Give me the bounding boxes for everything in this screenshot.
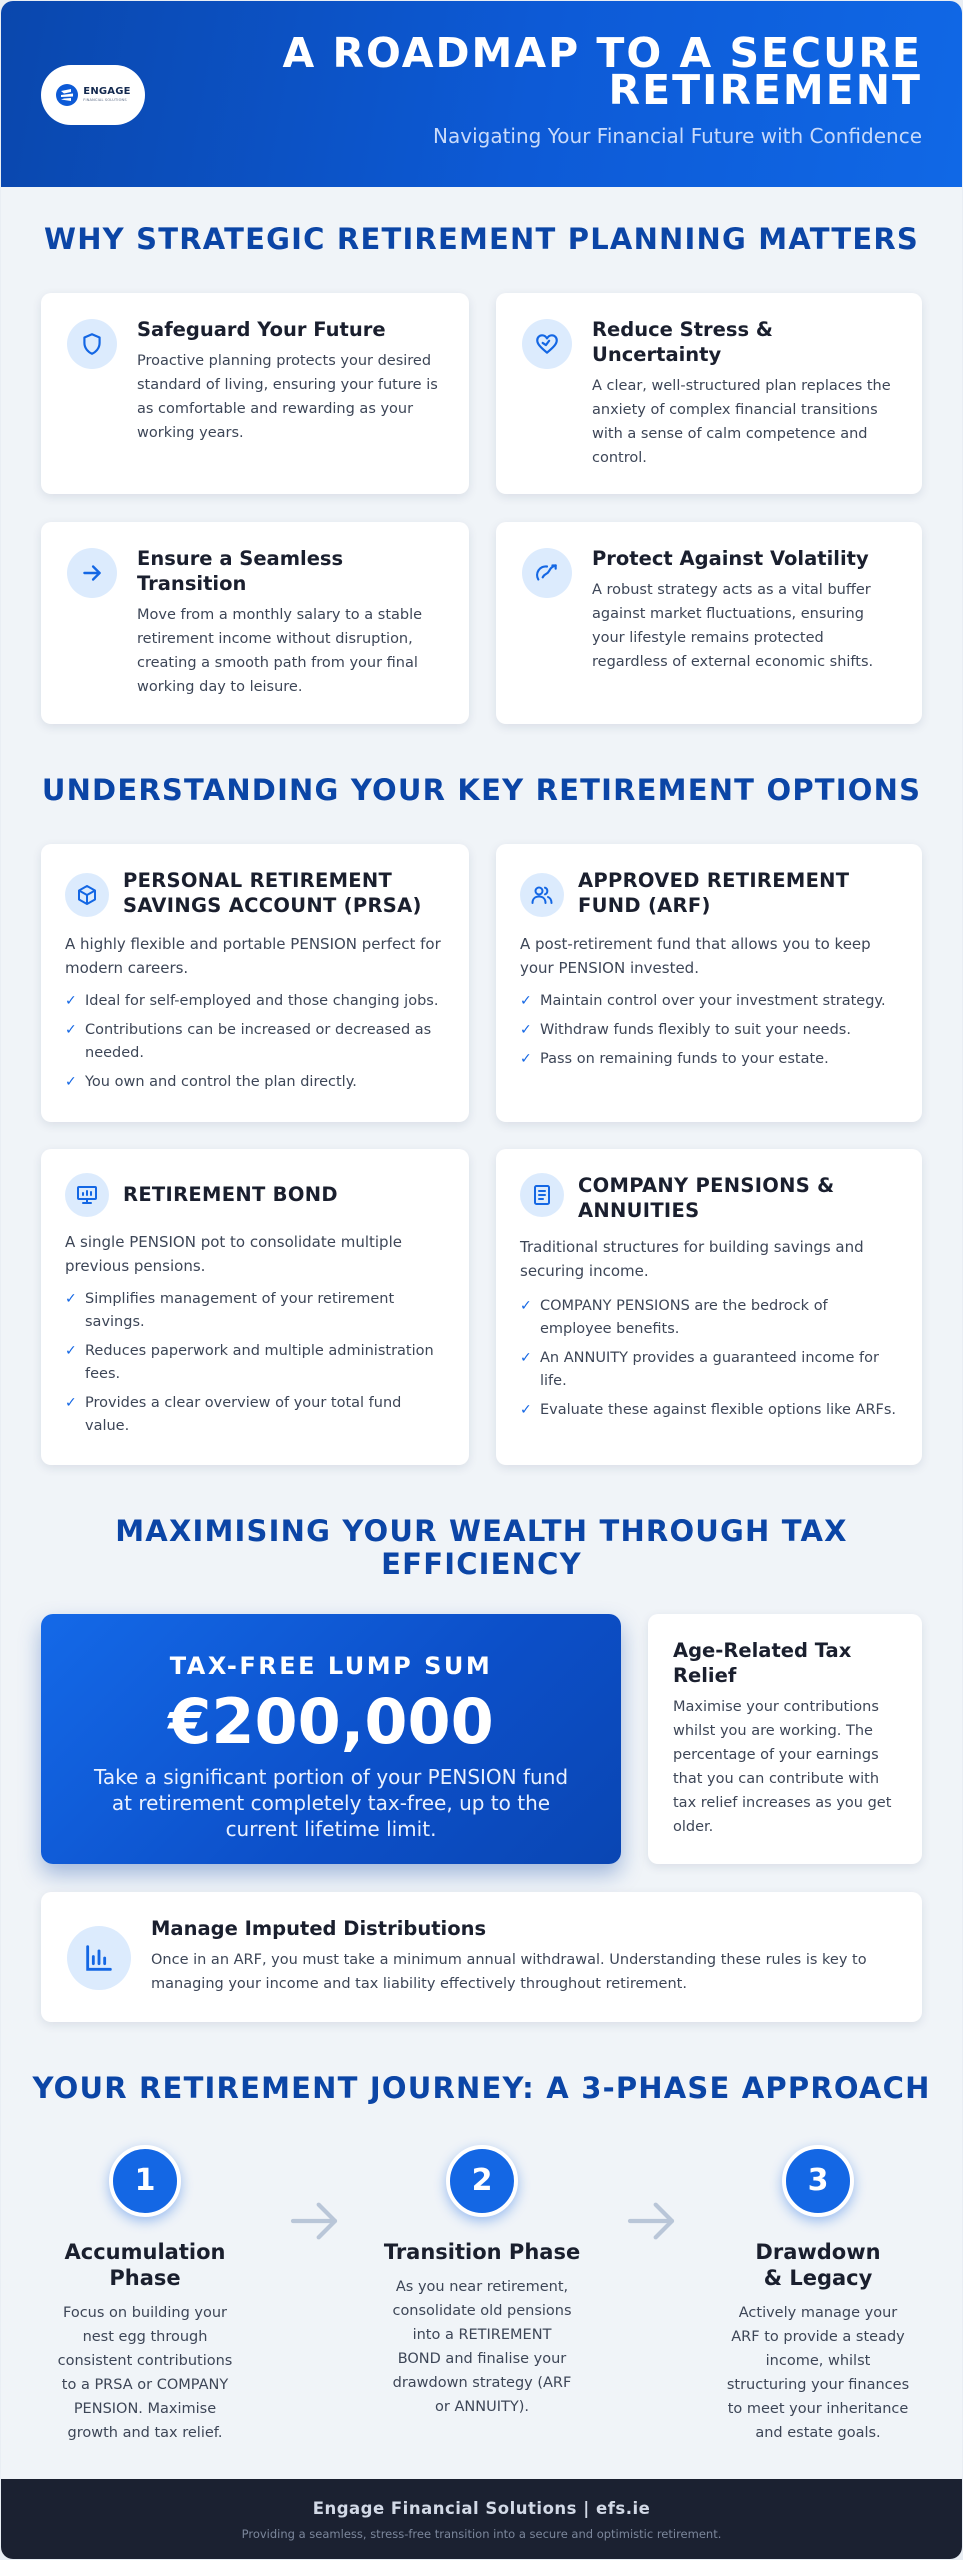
why-card-title: Reduce Stress & Uncertainty [592, 318, 773, 366]
presentation-icon [65, 1173, 109, 1217]
phase-title: Accumulation Phase [64, 2240, 226, 2290]
list-item: ✓ Pass on remaining funds to your estate. [520, 1048, 902, 1071]
list-item: ✓ Reduces paperwork and multiple administration fees. [65, 1340, 449, 1386]
why-card-title: Protect Against Volatility [592, 547, 869, 570]
check-icon: ✓ [65, 1022, 77, 1038]
list-item: ✓ Simplifies management of your retirement savings. [65, 1288, 449, 1334]
logo-name: ENGAGE [83, 86, 131, 98]
heart-hands-icon [522, 319, 572, 369]
tax-relief-card [648, 1614, 922, 1864]
page-subtitle: Navigating Your Financial Future with Confidence [433, 124, 922, 148]
tax-relief-title: Age-Related Tax Relief [673, 1639, 852, 1687]
footer-tagline: Providing a seamless, stress-free transition into a secure and optimistic retirement. [241, 2527, 722, 2541]
tax-free-description: Take a significant portion of your PENSION fund at retirement completely tax-free, up to the current lifetime limit. [93, 1765, 569, 1841]
logo [41, 65, 145, 125]
check-icon: ✓ [65, 1074, 77, 1090]
check-icon: ✓ [520, 1022, 532, 1038]
why-card-title: Safeguard Your Future [137, 318, 386, 341]
list-item: ✓ Maintain control over your investment strategy. [520, 990, 902, 1013]
option-benefit-list [65, 990, 449, 1100]
why-card-reduce-stress [496, 293, 922, 494]
phase-transition [372, 2145, 592, 2419]
check-icon: ✓ [520, 1298, 532, 1314]
why-card-transition [41, 522, 469, 724]
option-title: COMPANY PENSIONS & ANNUITIES [578, 1174, 835, 1222]
section-title-why: WHY STRATEGIC RETIREMENT PLANNING MATTERS [44, 222, 919, 256]
list-item: ✓ Ideal for self-employed and those changing jobs. [65, 990, 449, 1013]
check-icon: ✓ [520, 1051, 532, 1067]
list-item: ✓ You own and control the plan directly. [65, 1071, 449, 1094]
phase-drawdown [708, 2145, 928, 2445]
section-title-tax: MAXIMISING YOUR WEALTH THROUGH TAX EFFICIENCY [115, 1514, 848, 1581]
phase-number-badge: 3 [782, 2145, 854, 2217]
list-item: ✓ Provides a clear overview of your total fund value. [65, 1392, 449, 1438]
arrow-right-icon [286, 2193, 342, 2249]
check-icon: ✓ [520, 1402, 532, 1418]
infographic-page [1, 1, 962, 2559]
option-title: RETIREMENT BOND [123, 1183, 338, 1206]
option-description: Traditional structures for building savings and securing income. [520, 1238, 864, 1280]
phase-text: Focus on building your nest egg through consistent contributions to a PRSA or COMPANY PENSION. Maximise growth and tax relief. [57, 2305, 233, 2441]
tax-relief-text: Maximise your contributions whilst you are working. The percentage of your earnings that you can contribute with tax relief increases as you get older. [673, 1699, 892, 1835]
section-title-options: UNDERSTANDING YOUR KEY RETIREMENT OPTIONS [41, 773, 922, 807]
why-card-text: A robust strategy acts as a vital buffer against market fluctuations, ensuring your lifestyle remains protected regardless of external economic shifts. [592, 582, 874, 670]
option-card-company-pensions [496, 1149, 922, 1465]
logo-subtitle: FINANCIAL SOLUTIONS [83, 98, 127, 103]
tax-free-lump-sum-panel [41, 1614, 621, 1864]
check-icon: ✓ [65, 1291, 77, 1307]
header-banner [1, 1, 962, 187]
phase-title: Drawdown & Legacy [755, 2240, 881, 2290]
footer [1, 2479, 962, 2559]
tax-free-label: TAX-FREE LUMP SUM [169, 1652, 493, 1680]
phase-text: Actively manage your ARF to provide a steady income, whilst structuring your finances to meet your inheritance and estate goals. [726, 2305, 910, 2441]
check-icon: ✓ [65, 1395, 77, 1411]
tax-free-amount: €200,000 [168, 1685, 494, 1758]
list-item: ✓ Contributions can be increased or decreased as needed. [65, 1019, 449, 1065]
volatility-icon [522, 548, 572, 598]
option-title: PERSONAL RETIREMENT SAVINGS ACCOUNT (PRSA) [123, 869, 422, 917]
why-card-safeguard [41, 293, 469, 494]
option-benefit-list [65, 1288, 449, 1444]
imputed-text: Once in an ARF, you must take a minimum annual withdrawal. Understanding these rules is key to managing your income and tax liability effectively throughout retirement. [151, 1952, 867, 1992]
why-card-text: Proactive planning protects your desired standard of living, ensuring your future is as comfortable and rewarding as your working years. [137, 353, 438, 441]
shield-icon [67, 319, 117, 369]
option-description: A single PENSION pot to consolidate multiple previous pensions. [65, 1233, 402, 1275]
list-item: ✓ Withdraw funds flexibly to suit your needs. [520, 1019, 902, 1042]
option-title: APPROVED RETIREMENT FUND (ARF) [578, 869, 850, 917]
option-description: A highly flexible and portable PENSION perfect for modern careers. [65, 935, 441, 977]
engage-logo-icon [55, 83, 79, 107]
page-title-line-2: RETIREMENT [608, 66, 922, 114]
imputed-distributions-card [41, 1892, 922, 2022]
box-icon [65, 873, 109, 917]
phase-number-badge: 2 [446, 2145, 518, 2217]
footer-brand: Engage Financial Solutions | efs.ie [312, 2499, 651, 2518]
check-icon: ✓ [65, 993, 77, 1009]
imputed-title: Manage Imputed Distributions [151, 1917, 487, 1940]
why-card-title: Ensure a Seamless Transition [137, 547, 344, 595]
why-card-text: Move from a monthly salary to a stable retirement income without disruption, creating a smooth path from your final working day to leisure. [137, 607, 423, 695]
option-benefit-list [520, 1295, 902, 1428]
option-card-arf [496, 844, 922, 1122]
page-title-line-1: A ROADMAP TO A SECURE [282, 29, 922, 77]
check-icon: ✓ [520, 1350, 532, 1366]
why-card-text: A clear, well-structured plan replaces the anxiety of complex financial transitions with a sense of calm competence and control. [592, 378, 891, 466]
phase-text: As you near retirement, consolidate old pensions into a RETIREMENT BOND and finalise your drawdown strategy (ARF or ANNUITY). [392, 2279, 572, 2415]
phase-accumulation [35, 2145, 255, 2445]
check-icon: ✓ [65, 1343, 77, 1359]
page-title [282, 29, 922, 114]
option-benefit-list [520, 990, 902, 1077]
list-item: ✓ COMPANY PENSIONS are the bedrock of employee benefits. [520, 1295, 902, 1341]
section-title-journey: YOUR RETIREMENT JOURNEY: A 3-PHASE APPROACH [32, 2071, 931, 2105]
arrow-right-icon [623, 2193, 679, 2249]
check-icon: ✓ [520, 993, 532, 1009]
users-icon [520, 873, 564, 917]
bar-chart-icon [67, 1926, 131, 1990]
phase-number-badge: 1 [109, 2145, 181, 2217]
option-description: A post-retirement fund that allows you to keep your PENSION invested. [520, 935, 871, 977]
option-card-retirement-bond [41, 1149, 469, 1465]
phase-title: Transition Phase [383, 2240, 581, 2264]
document-icon [520, 1173, 564, 1217]
list-item: ✓ An ANNUITY provides a guaranteed income for life. [520, 1347, 902, 1393]
arrow-right-icon [67, 548, 117, 598]
option-card-prsa [41, 844, 469, 1122]
why-card-volatility [496, 522, 922, 724]
list-item: ✓ Evaluate these against flexible options like ARFs. [520, 1399, 902, 1422]
